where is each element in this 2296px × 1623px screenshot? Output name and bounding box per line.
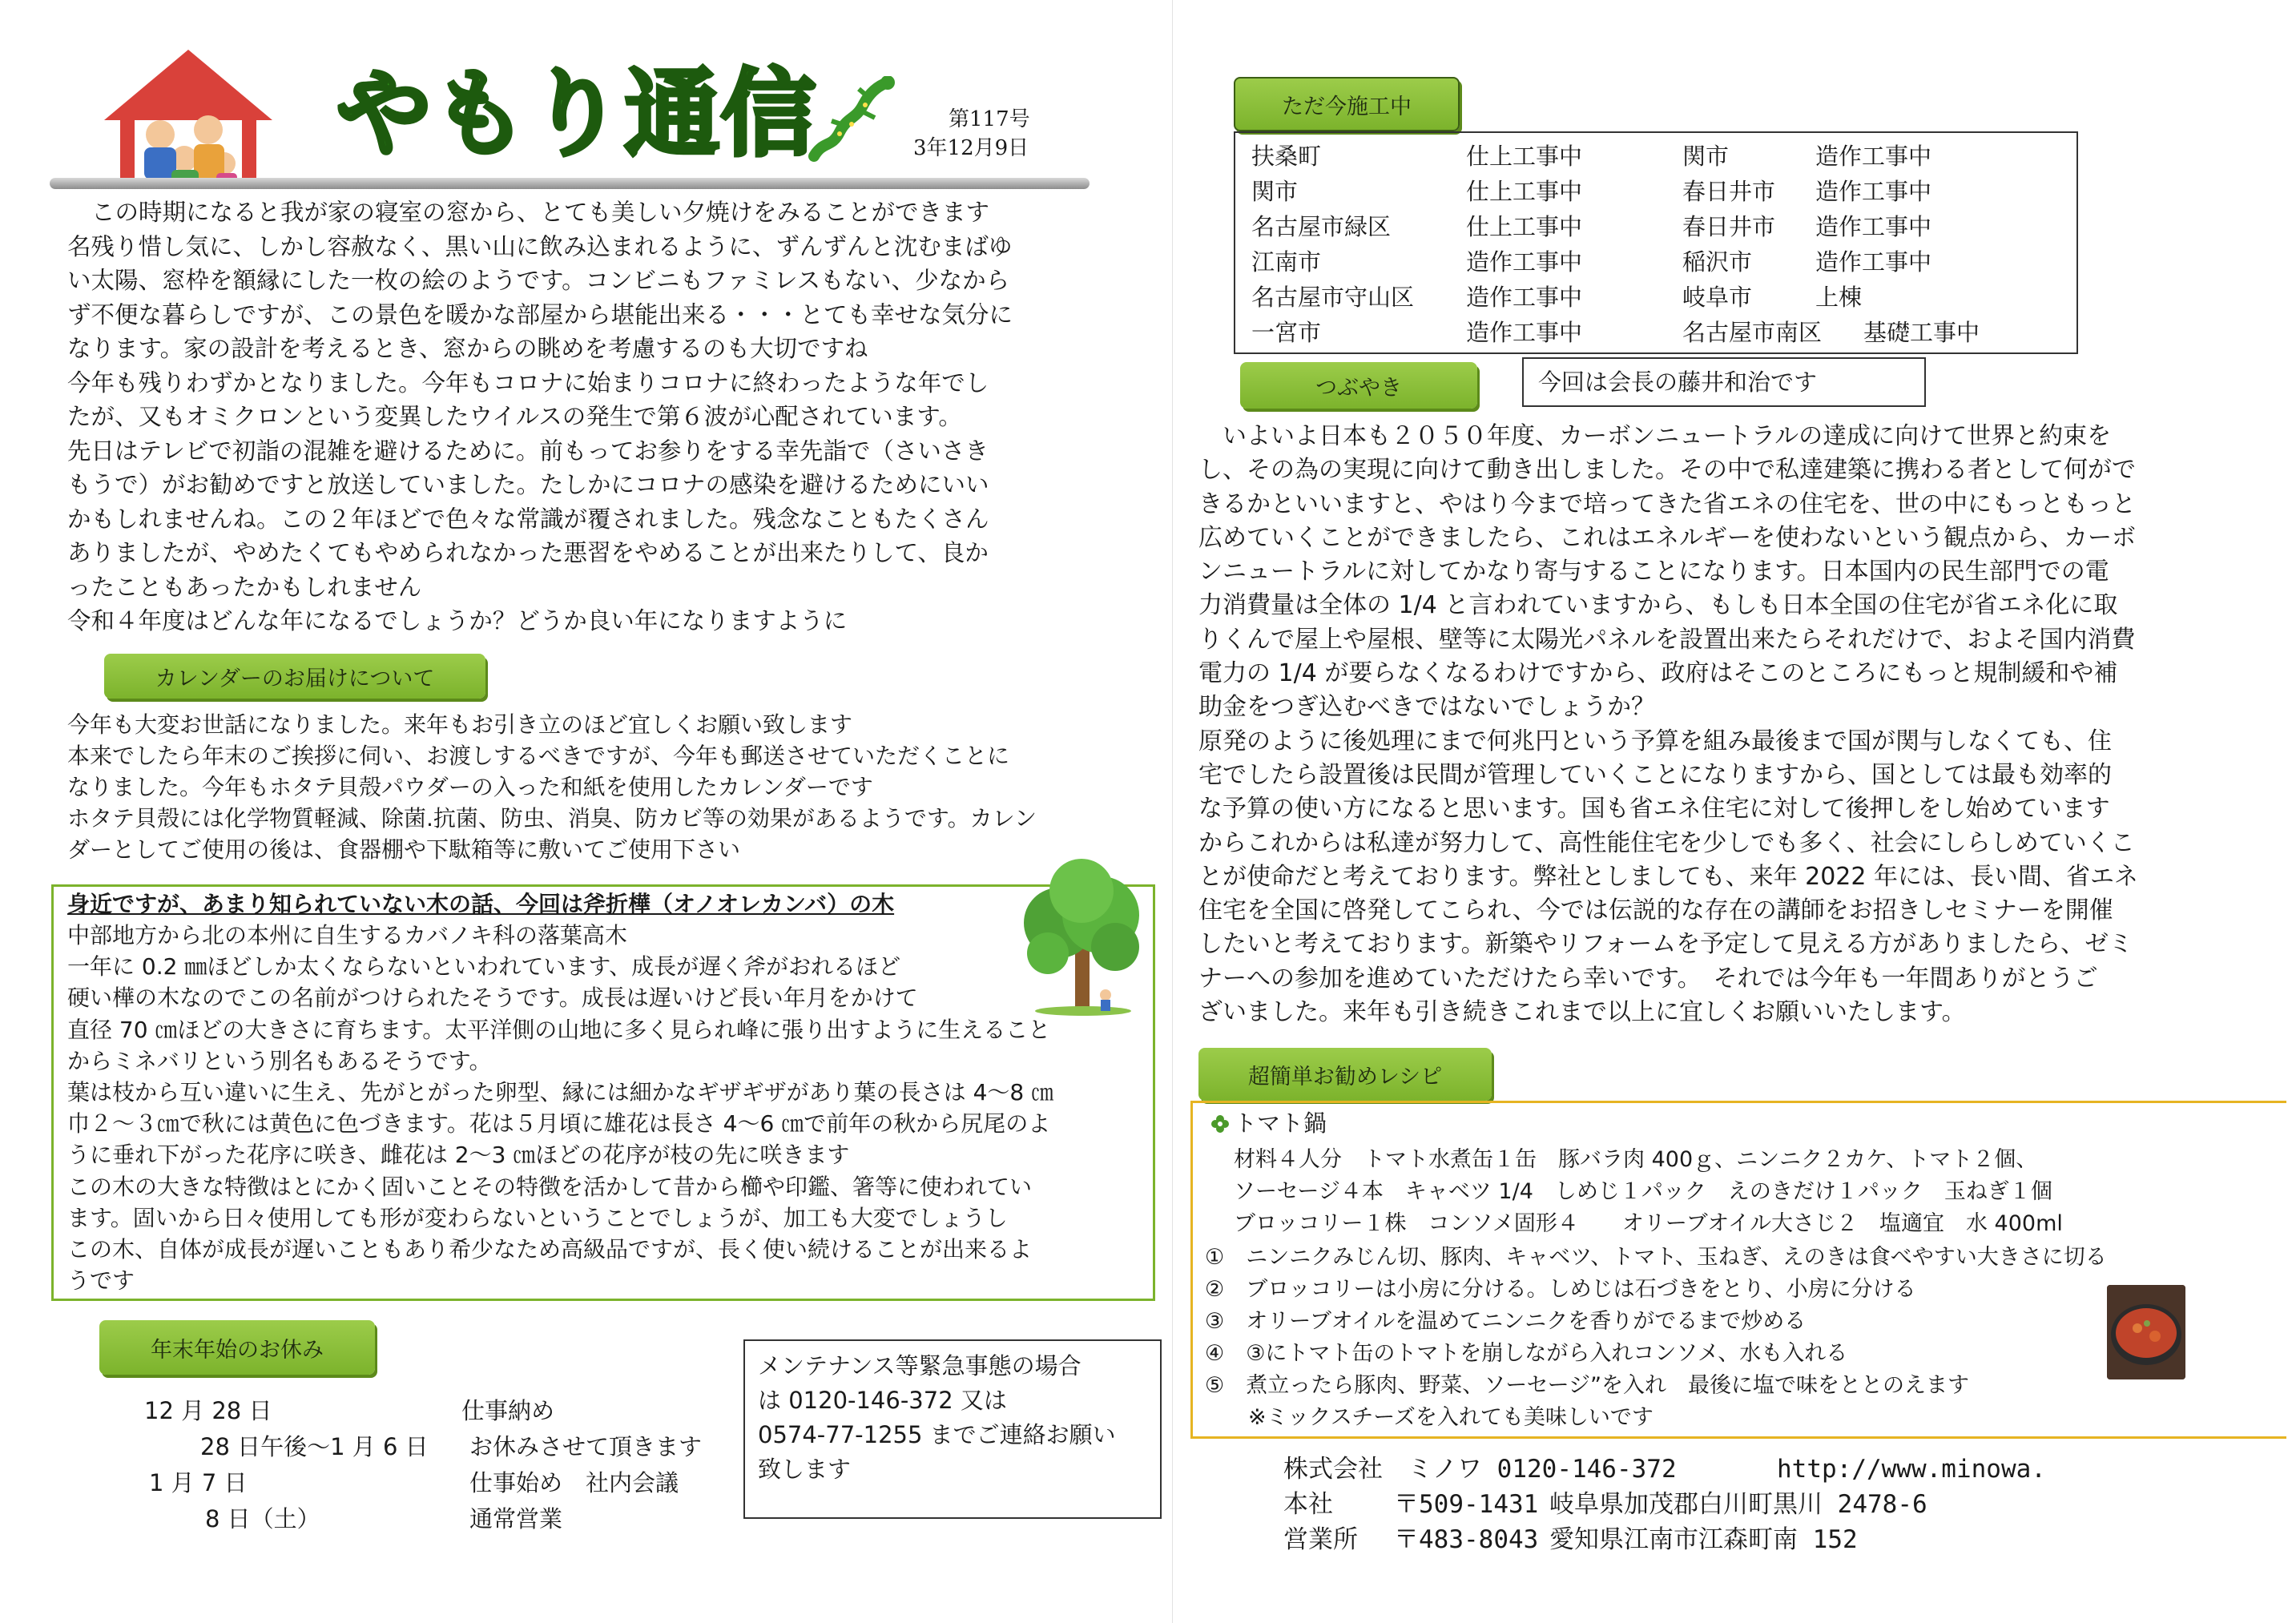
construction-heading: ただ今施工中 bbox=[1234, 77, 1460, 131]
recipe-step: ⑤ 煮立ったら豚肉、野菜、ソーセージ”を入れ 最後に塩で味をととのえます bbox=[1205, 1373, 1970, 1398]
recipe-step: ③ オリーブオイルを温めてニンニクを香りがでるまで炒める bbox=[1205, 1309, 1807, 1334]
footer-office-zip: 〒483-8043 bbox=[1394, 1525, 1539, 1554]
site-status: 上棟 bbox=[1815, 284, 1863, 311]
intro-line: たが、又もオミクロンという変異したウイルスの発生で第６波が心配されています。 bbox=[67, 403, 962, 430]
tree-line: うに垂れ下がった花序に咲き、雌花は 2～3 ㎝ほどの花序が枝の先に咲きます bbox=[67, 1142, 850, 1169]
intro-line: この時期になると我が家の寝室の窓から、とても美しい夕焼けをみることができます bbox=[91, 199, 990, 226]
tree-line: 中部地方から北の本州に自生するカバノキ科の落葉高木 bbox=[67, 922, 627, 948]
calendar-heading: カレンダーのお届けについて bbox=[104, 654, 485, 699]
maintenance-line: は 0120-146-372 又は bbox=[758, 1387, 1007, 1414]
tree-line: この木、自体が成長が遅いこともあり希少なため高級品ですが、長く使い続けることが出来るよ bbox=[67, 1236, 1033, 1263]
tweet-line: 宅でしたら設置後は民間が管理していくことになりますから、国としては最も効率的 bbox=[1198, 760, 2112, 789]
holiday-date: 28 日午後～1 月 6 日 bbox=[200, 1433, 429, 1460]
site-status: 基礎工事中 bbox=[1863, 319, 1980, 346]
holiday-date: 1 月 7 日 bbox=[149, 1469, 248, 1496]
maintenance-line: 0574-77-1255 までご連絡お願い bbox=[758, 1421, 1116, 1448]
holiday-event: 仕事納め bbox=[461, 1397, 555, 1424]
tree-line: からミネバリという別名もあるそうです。 bbox=[67, 1047, 492, 1074]
tweet-line: ンニュートラルに対してかなり寄与することになります。日本国内の民生部門での電 bbox=[1198, 558, 2109, 586]
holiday-event: 仕事始め 社内会議 bbox=[469, 1469, 679, 1496]
header-divider bbox=[50, 178, 1090, 189]
tweet-line: りくんで屋上や屋根、壁等に太陽光パネルを設置出来たらそれだけで、およそ国内消費 bbox=[1198, 625, 2136, 654]
tree-line: 直径 70 ㎝ほどの大きさに育ちます。太平洋側の山地に多く見られ峰に張り出すように生えること bbox=[67, 1016, 1051, 1043]
recipe-ingredient-line: ソーセージ４本 キャベツ 1/4 しめじ１パック えのきだけ１パック 玉ねぎ１個 bbox=[1234, 1179, 2052, 1204]
site-status: 造作工事中 bbox=[1815, 213, 1932, 240]
intro-line: ず不便な暮らしですが、この景色を暖かな部屋から堪能出来る・・・とても幸せな気分に bbox=[67, 300, 1013, 328]
tweet-line: 電力の 1/4 が要らなくなるわけですから、政府はそこのところにもっと規制緩和や補 bbox=[1198, 659, 2118, 688]
site-place: 春日井市 bbox=[1682, 213, 1776, 240]
issue-date: 3年12月9日 bbox=[913, 136, 1029, 160]
footer-company: 株式会社 ミノワ 0120-146-372 bbox=[1283, 1455, 1677, 1484]
tree-line: ます。固いから日々使用しても形が変わらないということでしょうが、加工も大変でしょうし bbox=[67, 1204, 1008, 1231]
site-place: 関市 bbox=[1682, 143, 1730, 170]
site-status: 仕上工事中 bbox=[1466, 178, 1583, 205]
tweet-line: 力消費量は全体の 1/4 と言われていますから、もしも日本全国の住宅が省エネ化に取 bbox=[1198, 591, 2118, 620]
site-place: 名古屋市南区 bbox=[1682, 319, 1823, 346]
tweet-line: ナーへの参加を進めていただけたら幸いです。 それでは今年も一年間ありがとうご bbox=[1198, 964, 2098, 993]
footer-url: http://www.minowa. bbox=[1777, 1455, 2046, 1484]
intro-line: 今年も残りわずかとなりました。今年もコロナに始まりコロナに終わったような年でし bbox=[67, 368, 989, 397]
issue-number: 第117号 bbox=[949, 107, 1030, 131]
tweet-line: とが使命だと考えております。弊社としましても、来年 2022 年には、長い間、省エネ bbox=[1198, 862, 2139, 891]
calendar-line: 本来でしたら年末のご挨拶に伺い、お渡しするべきですが、今年も郵送させていただくことに bbox=[67, 743, 1010, 769]
site-place: 関市 bbox=[1251, 178, 1299, 205]
calendar-text bbox=[67, 709, 1141, 865]
tweet-author-note: 今回は会長の藤井和治です bbox=[1538, 368, 1818, 396]
flower-icon bbox=[1211, 1115, 1229, 1133]
recipe-ingredient-line: ブロッコリー１株 コンソメ固形４ オリーブオイル大さじ２ 塩適宜 水 400ml bbox=[1234, 1211, 2063, 1236]
footer-office-address: 愛知県江南市江森町南 152 bbox=[1549, 1525, 1858, 1554]
intro-line: ありましたが、やめたくてもやめられなかった悪習をやめることが出来たりして、良か bbox=[67, 539, 989, 566]
calendar-line: ダーとしてご使用の後は、食器棚や下駄箱等に敷いてご使用下さい bbox=[67, 836, 741, 863]
tree-article-text bbox=[67, 920, 1149, 1296]
site-place: 一宮市 bbox=[1251, 319, 1322, 346]
tweet-line: な予算の使い方になると思います。国も省エネ住宅に対して後押しをし始めています bbox=[1198, 795, 2110, 824]
recipe-step: ② ブロッコリーは小房に分ける。しめじは石づきをとり、小房に分ける bbox=[1205, 1277, 1916, 1302]
maintenance-line: 致します bbox=[758, 1456, 852, 1483]
site-status: 造作工事中 bbox=[1466, 284, 1583, 311]
recipe-ingredient-line: 材料４人分 トマト水煮缶１缶 豚バラ肉 400ｇ、ニンニク２カケ、トマト２個、 bbox=[1234, 1147, 2038, 1172]
maintenance-text bbox=[758, 1349, 1116, 1487]
site-place: 名古屋市緑区 bbox=[1251, 213, 1392, 240]
holiday-event: 通常営業 bbox=[469, 1505, 563, 1532]
gecko-icon bbox=[808, 76, 896, 164]
footer-hq-label: 本社 bbox=[1283, 1490, 1333, 1519]
tomato-nabe-photo bbox=[2107, 1285, 2185, 1379]
tweet-line: きるかといいますと、やはり今まで培ってきた省エネの住宅を、世の中にもっともっと bbox=[1198, 489, 2136, 518]
calendar-line: ホタテ貝殻には化学物質軽減、除菌.抗菌、防虫、消臭、防カビ等の効果があるようです。カレン bbox=[67, 805, 1037, 832]
site-place: 名古屋市守山区 bbox=[1251, 284, 1415, 311]
tweet-line: 助金をつぎ込むべきではないでしょうか？ bbox=[1198, 693, 1655, 722]
page-fold bbox=[1172, 0, 1173, 1623]
newsletter-title: やもり通信 bbox=[336, 58, 818, 169]
tree-line: うです bbox=[67, 1267, 135, 1295]
intro-line: 令和４年度はどんな年になるでしょうか？どうか良い年になりますように bbox=[67, 607, 848, 634]
site-place: 春日井市 bbox=[1682, 178, 1776, 205]
tweet-line: からこれからは私達が努力して、高性能住宅を少しでも多く、社会にしらしめていくこ bbox=[1198, 828, 2135, 857]
footer-hq-address: 岐阜県加茂郡白川町黒川 2478-6 bbox=[1549, 1490, 1927, 1519]
footer-office-label: 営業所 bbox=[1283, 1525, 1358, 1554]
recipe-step: ① ニンニクみじん切、豚肉、キャベツ、トマト、玉ねぎ、えのきは食べやすい大きさに切る bbox=[1205, 1245, 2107, 1270]
intro-line: もうで）がお勧めですと放送していました。たしかにコロナの感染を避けるためにいい bbox=[67, 471, 989, 498]
calendar-line: 今年も大変お世話になりました。来年もお引き立のほど宜しくお願い致します bbox=[67, 711, 853, 738]
footer-hq-zip: 〒509-1431 bbox=[1394, 1490, 1539, 1519]
tree-line: 葉は枝から互い違いに生え、先がとがった卵型、縁には細かなギザギザがあり葉の長さは 4～8 ㎝ bbox=[67, 1079, 1054, 1106]
recipe-step: ④ ③にトマト缶のトマトを崩しながら入れコンソメ、水も入れる bbox=[1205, 1341, 1848, 1366]
tweet-line: ざいました。来年も引き続きこれまで以上に宜しくお願いいたします。 bbox=[1198, 998, 1966, 1027]
holiday-date: 8 日（土） bbox=[205, 1505, 320, 1532]
site-status: 造作工事中 bbox=[1815, 248, 1932, 276]
site-place: 岐阜市 bbox=[1682, 284, 1753, 311]
tweet-line: したいと考えております。新築やリフォームを予定して見える方がありましたら、ゼミ bbox=[1198, 930, 2133, 959]
recipe-dish-name: トマト鍋 bbox=[1234, 1110, 1327, 1137]
tree-line: この木の大きな特徴はとにかく固いことその特徴を活かして昔から櫛や印鑑、箸等に使われてい bbox=[67, 1173, 1033, 1200]
calendar-line: なりました。今年もホタテ貝殻パウダーの入った和紙を使用したカレンダーです bbox=[67, 774, 873, 800]
tree-article-heading: 身近ですが、あまり知られていない木の話、今回は斧折樺（オノオレカンバ）の木 bbox=[67, 891, 895, 917]
intro-line: ったこともあったかもしれません bbox=[67, 573, 422, 601]
holiday-date: 12 月 28 日 bbox=[144, 1397, 272, 1424]
intro-line: かもしれませんね。この２年ほどで色々な常識が覆されました。残念なこともたくさん bbox=[67, 505, 989, 533]
tweet-line: し、その為の実現に向けて動き出しました。その中で私達建築に携わる者として何がで bbox=[1198, 456, 2136, 485]
tree-line: 硬い樺の木なのでこの名前がつけられたそうです。成長は遅いけど長い年月をかけて bbox=[67, 985, 918, 1012]
tweet-line: いよいよ日本も２０５０年度、カーボンニュートラルの達成に向けて世界と約束を bbox=[1223, 422, 2112, 450]
site-place: 稲沢市 bbox=[1682, 248, 1753, 276]
intro-line: 先日はテレビで初詣の混雑を避けるために。前もってお参りをする幸先詣で（さいさき bbox=[67, 437, 989, 465]
site-status: 仕上工事中 bbox=[1466, 213, 1583, 240]
site-status: 造作工事中 bbox=[1815, 143, 1932, 170]
intro-line: なります。家の設計を考えるとき、窓からの眺めを考慮するのも大切ですね bbox=[67, 335, 868, 362]
holiday-event: お休みさせて頂きます bbox=[469, 1433, 703, 1460]
tweet-heading: つぶやき bbox=[1240, 362, 1477, 409]
site-status: 造作工事中 bbox=[1815, 178, 1932, 205]
recipe-step: ※ミックスチーズを入れても美味しいです bbox=[1205, 1405, 1654, 1430]
intro-line: い太陽、窓枠を額縁にした一枚の絵のようです。コンビニもファミレスもない、少なから bbox=[67, 267, 1010, 294]
recipe-heading: 超簡単お勧めレシピ bbox=[1198, 1048, 1492, 1101]
intro-text bbox=[67, 195, 1141, 638]
site-place: 江南市 bbox=[1251, 248, 1322, 276]
maintenance-line: メンテナンス等緊急事態の場合 bbox=[758, 1352, 1082, 1379]
tree-line: 一年に 0.2 ㎜ほどしか太くならないといわれています、成長が遅く斧がおれるほど bbox=[67, 953, 901, 981]
intro-line: 名残り惜し気に、しかし容赦なく、黒い山に飲み込まれるように、ずんずんと沈むまばゆ bbox=[67, 232, 1013, 260]
site-place: 扶桑町 bbox=[1251, 143, 1322, 170]
tweet-line: 広めていくことができましたら、これはエネルギーを使わないという観点から、カーボ bbox=[1198, 523, 2136, 552]
house-logo bbox=[96, 46, 280, 191]
holiday-heading: 年末年始のお休み bbox=[99, 1320, 375, 1375]
tweet-line: 原発のように後処理にまで何兆円という予算を組み最後まで国が関与しなくても、住 bbox=[1198, 727, 2112, 755]
site-status: 仕上工事中 bbox=[1466, 143, 1583, 170]
site-status: 造作工事中 bbox=[1466, 248, 1583, 276]
site-status: 造作工事中 bbox=[1466, 319, 1583, 346]
tweet-line: 住宅を全国に啓発してこられ、今では伝説的な存在の講師をお招きしセミナーを開催 bbox=[1198, 896, 2113, 925]
tweet-text bbox=[1198, 420, 2256, 1029]
tree-line: 巾２～３㎝で秋には黄色に色づきます。花は５月頃に雄花は長さ 4～6 ㎝で前年の秋から尻尾のよ bbox=[67, 1110, 1051, 1138]
